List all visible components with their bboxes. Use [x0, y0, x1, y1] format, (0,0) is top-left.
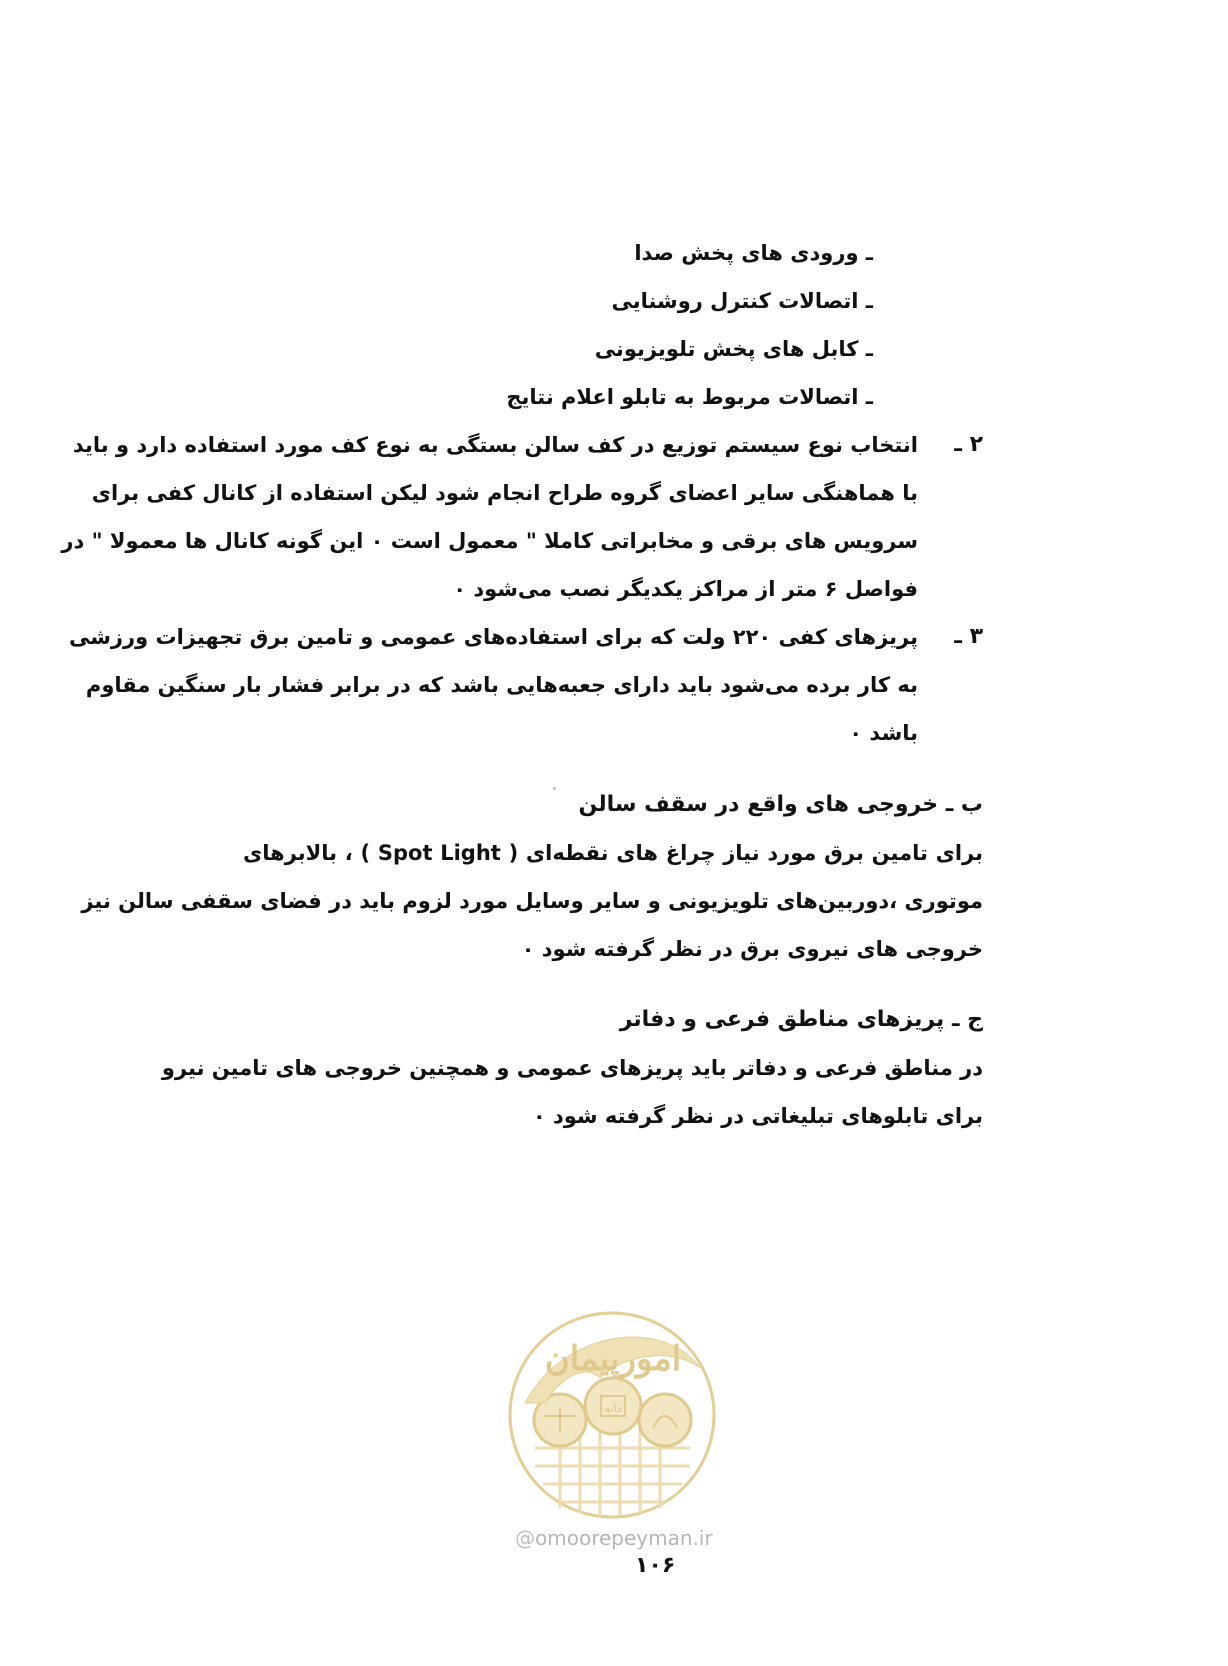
item-3-line-1: پریزهای کفی ۲۲۰ ولت که برای استفاده‌های عمومی و تامین برق تجهیزات ورزشی: [69, 625, 918, 649]
section-c-line-2: برای تابلوهای تبلیغاتی در نظر گرفته شود ۰: [532, 1104, 983, 1128]
at-icon: @: [515, 1526, 535, 1550]
section-c-heading: ج ـ پریزهای مناطق فرعی و دفاتر: [619, 1007, 983, 1032]
bullet-scoreboard: ـ اتصالات مربوط به تابلو اعلام نتایج: [506, 385, 873, 409]
item-2-number: ۲ ـ: [954, 432, 983, 457]
page-number: ۱۰۶: [635, 1553, 676, 1578]
bullet-tv-cables: ـ کابل های پخش تلویزیونی: [594, 337, 873, 361]
watermark-site: [515, 1526, 713, 1550]
scan-speck: [553, 787, 556, 790]
watermark-site-text: omoorepeyman.ir: [535, 1526, 713, 1550]
watermark-logo-text: امورپیمان: [544, 1339, 682, 1379]
section-b-line-1: برای تامین برق مورد نیاز چراغ های نقطه‌ای ( Spot Light ) ، بالابرهای: [243, 841, 983, 865]
section-b-line-2: موتوری ،دوربین‌های تلویزیونی و سایر وسایل مورد لزوم باید در فضای سقفی سالن نیز: [81, 889, 983, 913]
item-3-number: ۳ ـ: [954, 624, 983, 649]
section-c-line-1: در مناطق فرعی و دفاتر باید پریزهای عمومی و همچنین خروجی های تامین نیرو: [161, 1056, 983, 1080]
bullet-audio-inputs: ـ ورودی های پخش صدا: [634, 241, 873, 265]
watermark-emblem-icon: [505, 1308, 720, 1523]
bullet-lighting-control: ـ اتصالات کنترل روشنایی: [611, 289, 873, 313]
item-2-line-4: فواصل ۶ متر از مراکز یکدیگر نصب می‌شود ۰: [453, 577, 918, 601]
section-b-heading: ب ـ خروجی های واقع در سقف سالن: [578, 792, 983, 817]
item-2-line-1: انتخاب نوع سیستم توزیع در کف سالن بستگی به نوع کف مورد استفاده دارد و باید: [72, 433, 918, 457]
item-2-line-3: سرویس های برقی و مخابراتی کاملا " معمول است ۰ این گونه کانال ها معمولا " در: [61, 529, 918, 553]
section-b-line-3: خروجی های نیروی برق در نظر گرفته شود ۰: [521, 937, 983, 961]
item-3-line-2: به کار برده می‌شود باید دارای جعبه‌هایی باشد که در برابر فشار بار سنگین مقاوم: [85, 673, 918, 697]
watermark-emblem-text: دانه: [604, 1402, 622, 1415]
item-2-line-2: با هماهنگی سایر اعضای گروه طراح انجام شود لیکن استفاده از کانال کفی برای: [91, 481, 918, 505]
watermark-logo: [505, 1308, 720, 1523]
item-3-line-3: باشد ۰: [849, 721, 918, 745]
